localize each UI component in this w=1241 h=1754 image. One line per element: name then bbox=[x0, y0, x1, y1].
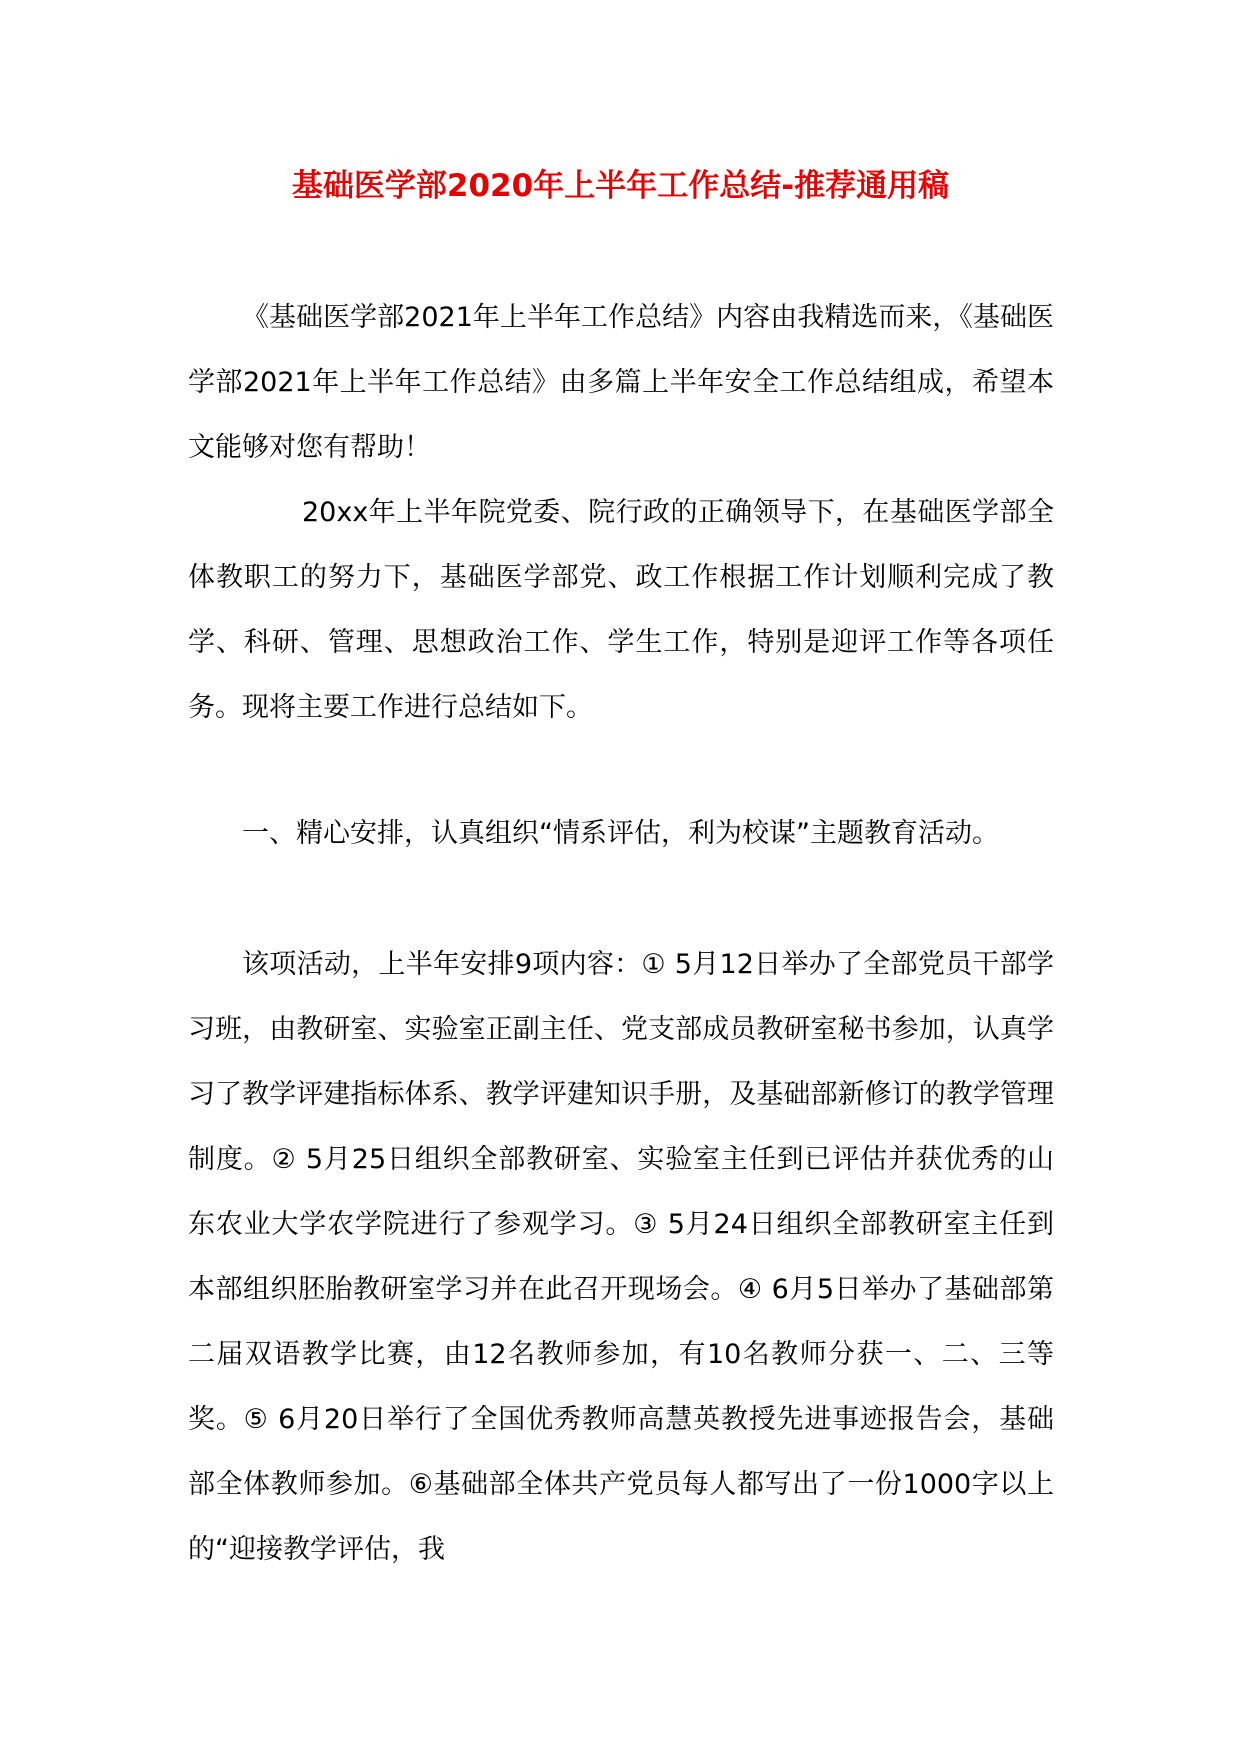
intro-paragraph: 《基础医学部2021年上半年工作总结》内容由我精选而来，《基础医学部2021年上半年工作总结》由多篇上半年安全工作总结组成，希望本文能够对您有帮助！ bbox=[188, 302, 1054, 463]
summary-paragraph: 20xx年上半年院党委、院行政的正确领导下，在基础医学部全体教职工的努力下，基础医学部党、政工作根据工作计划顺利完成了教学、科研、管理、思想政治工作、学生工作，特别是迎评工作等各项任务。现将主要工作进行总结如下。 bbox=[188, 497, 1054, 723]
document-title: 基础医学部2020年上半年工作总结-推荐通用稿 bbox=[291, 168, 950, 204]
section-heading: 一、精心安排，认真组织“情系评估，利为校谋”主题教育活动。 bbox=[242, 818, 999, 849]
activity-paragraph: 该项活动，上半年安排9项内容：① 5月12日举办了全部党员干部学习班，由教研室、实验室正副主任、党支部成员教研室秘书参加，认真学习了教学评建指标体系、教学评建知识手册，及基础部新修订的教学管理制度。② 5月25日组织全部教研室、实验室主任到已评估并获优秀的山东农业大学农学院进行了参观学习。③ 5月24日组织全部教研室主任到本部组织胚胎教研室学习并在此召开现场会。④ 6月5日举办了基础部第二届双语教学比赛，由12名教师参加，有10名教师分获一、二、三等奖。⑤ 6月20日举行了全国优秀教师高慧英教授先进事迹报告会，基础部全体教师参加。⑥基础部全体共产党员每人都写出了一份1000字以上的“迎接教学评估，我 bbox=[188, 949, 1054, 1565]
